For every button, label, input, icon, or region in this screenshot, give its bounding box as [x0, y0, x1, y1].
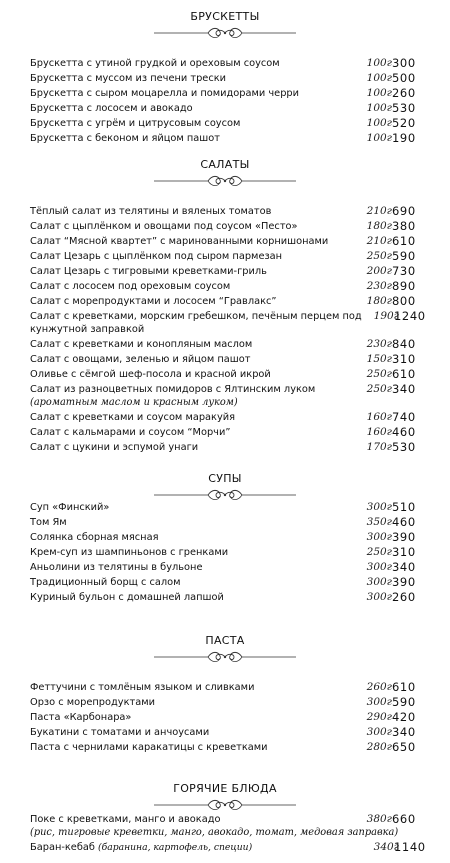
menu-item: [0, 219, 450, 234]
menu-item: [0, 71, 450, 86]
menu-item: [0, 680, 450, 695]
item-weight: 210г: [366, 205, 392, 217]
item-name: Брускетта с лососем и авокадо: [30, 103, 193, 114]
menu-item: [0, 101, 450, 116]
item-name: Салат из разноцветных помидоров с Ялтинским луком: [30, 384, 316, 395]
item-price: 340: [392, 725, 416, 739]
menu-item: [0, 264, 450, 279]
item-note: (ароматным маслом и красным луком): [30, 397, 238, 408]
menu-item-continuation: [0, 323, 450, 336]
item-price: 610: [392, 367, 416, 381]
item-weight: 230г: [366, 338, 392, 350]
item-price: 650: [392, 740, 416, 754]
item-weight: 260г: [366, 681, 392, 693]
menu-item: [0, 382, 450, 397]
item-weight: 300г: [366, 576, 392, 588]
item-weight: 100г: [366, 72, 392, 84]
item-price: 460: [392, 515, 416, 529]
menu-item: [0, 56, 450, 71]
item-name: Салат с кальмарами и соусом “Морчи”: [30, 427, 231, 438]
item-weight: 100г: [366, 87, 392, 99]
section-title: БРУСКЕТТЫ: [190, 10, 260, 23]
item-name: Суп «Финский»: [30, 502, 110, 513]
item-weight: 300г: [366, 726, 392, 738]
menu-item: [0, 515, 450, 530]
menu-item: [0, 352, 450, 367]
item-name-line2: кунжутной заправкой: [30, 324, 145, 335]
item-weight: 100г: [366, 132, 392, 144]
item-name: Салат с креветками и конопляным маслом: [30, 339, 253, 350]
item-weight: 180г: [366, 220, 392, 232]
item-name: Оливье с сёмгой шеф-посола и красной икрой: [30, 369, 271, 380]
item-name: Салат с цыплёнком и овощами под соусом «Песто»: [30, 221, 298, 232]
item-name: Куриный бульон с домашней лапшой: [30, 592, 224, 603]
item-weight: 280г: [366, 741, 392, 753]
item-note: (рис, тигровые креветки, манго, авокадо, томат, медовая заправка): [30, 827, 399, 838]
item-name: Салат Цезарь с цыплёнком под сыром пармезан: [30, 251, 283, 262]
section-header: [0, 10, 450, 40]
section-title: СУПЫ: [208, 472, 242, 485]
divider-ornament-icon: [150, 174, 300, 188]
section-title: ГОРЯЧИЕ БЛЮДА: [173, 782, 277, 795]
item-name: Букатини с томатами и анчоусами: [30, 727, 210, 738]
item-weight: 350г: [366, 516, 392, 528]
item-name: Крем-суп из шампиньонов с гренками: [30, 547, 229, 558]
item-weight: 150г: [366, 353, 392, 365]
item-price: 590: [392, 695, 416, 709]
menu-item: [0, 812, 450, 827]
item-name: Аньолини из телятины в бульоне: [30, 562, 203, 573]
item-price: 420: [392, 710, 416, 724]
menu-item-continuation: [0, 826, 450, 839]
menu-item: [0, 410, 450, 425]
item-price: 1240: [394, 309, 426, 323]
menu-item: [0, 710, 450, 725]
item-price: 740: [392, 410, 416, 424]
item-price: 690: [392, 204, 416, 218]
item-name: Том Ям: [30, 517, 67, 528]
item-price: 190: [392, 131, 416, 145]
item-name: Тёплый салат из телятины и вяленых томатов: [30, 206, 272, 217]
menu-item: [0, 530, 450, 545]
item-weight: 250г: [366, 383, 392, 395]
section-header: [0, 472, 450, 502]
item-weight: 210г: [366, 235, 392, 247]
item-name: Салат с цукини и эспумой унаги: [30, 442, 199, 453]
item-name: Солянка сборная мясная: [30, 532, 159, 543]
menu-item: [0, 279, 450, 294]
menu-item: [0, 590, 450, 605]
item-price: 1140: [394, 840, 426, 854]
menu-item: [0, 294, 450, 309]
section-title: ПАСТА: [205, 634, 245, 647]
item-price: 380: [392, 219, 416, 233]
item-name: Салат “Мясной квартет” с маринованными корнишонами: [30, 236, 329, 247]
section-header: [0, 158, 450, 188]
menu-item: [0, 440, 450, 455]
item-weight: 250г: [366, 368, 392, 380]
item-name: Брускетта с беконом и яйцом пашот: [30, 133, 220, 144]
item-weight: 160г: [366, 426, 392, 438]
menu-item: [0, 116, 450, 131]
item-weight: 200г: [366, 265, 392, 277]
menu-item-continuation: [0, 396, 450, 409]
item-price: 890: [392, 279, 416, 293]
item-price: 610: [392, 234, 416, 248]
item-name: Салат Цезарь с тигровыми креветками-гриль: [30, 266, 267, 277]
item-price: 260: [392, 86, 416, 100]
menu-item: [0, 840, 450, 855]
item-weight: 300г: [366, 696, 392, 708]
item-price: 530: [392, 101, 416, 115]
item-name: Брускетта с угрём и цитрусовым соусом: [30, 118, 241, 129]
item-weight: 300г: [366, 501, 392, 513]
item-name: Брускетта с сыром моцарелла и помидорами черри: [30, 88, 300, 99]
item-name: Салат с лососем под ореховым соусом: [30, 281, 231, 292]
item-price: 300: [392, 56, 416, 70]
item-weight: 300г: [366, 531, 392, 543]
menu-item: [0, 204, 450, 219]
item-price: 730: [392, 264, 416, 278]
menu-item: [0, 560, 450, 575]
item-name: Поке с креветками, манго и авокадо: [30, 814, 221, 825]
section-header: [0, 782, 450, 812]
item-weight: 100г: [366, 57, 392, 69]
item-name: Традиционный борщ с салом: [30, 577, 181, 588]
divider-ornament-icon: [150, 798, 300, 812]
item-price: 510: [392, 500, 416, 514]
item-name: Салат с креветками, морским гребешком, печёным перцем под: [30, 311, 362, 322]
item-name: Салат с креветками и соусом маракуйя: [30, 412, 236, 423]
item-price: 840: [392, 337, 416, 351]
item-note: (баранина, картофель, специи): [98, 842, 253, 853]
item-weight: 300г: [366, 591, 392, 603]
item-name: Салат с овощами, зеленью и яйцом пашот: [30, 354, 251, 365]
item-price: 390: [392, 530, 416, 544]
menu-item: [0, 725, 450, 740]
item-price: 390: [392, 575, 416, 589]
item-price: 310: [392, 545, 416, 559]
menu-item: [0, 425, 450, 440]
menu-item: [0, 234, 450, 249]
item-weight: 100г: [366, 117, 392, 129]
menu-item: [0, 500, 450, 515]
item-weight: 380г: [366, 813, 392, 825]
item-price: 340: [392, 560, 416, 574]
item-name: Брускетта с муссом из печени трески: [30, 73, 227, 84]
item-price: 260: [392, 590, 416, 604]
menu-item: [0, 740, 450, 755]
item-name: Салат с морепродуктами и лососем “Гравлакс”: [30, 296, 277, 307]
item-price: 500: [392, 71, 416, 85]
menu-item: [0, 131, 450, 146]
item-name: Паста «Карбонара»: [30, 712, 132, 723]
item-price: 610: [392, 680, 416, 694]
divider-ornament-icon: [150, 26, 300, 40]
item-name: Орзо с морепродуктами: [30, 697, 155, 708]
item-price: 590: [392, 249, 416, 263]
item-price: 460: [392, 425, 416, 439]
item-price: 800: [392, 294, 416, 308]
item-name: Брускетта с утиной грудкой и ореховым соусом: [30, 58, 280, 69]
item-weight: 190г: [373, 310, 399, 322]
section-header: [0, 634, 450, 664]
item-weight: 160г: [366, 411, 392, 423]
item-weight: 300г: [366, 561, 392, 573]
item-weight: 170г: [366, 441, 392, 453]
menu-item: [0, 309, 450, 324]
menu-item: [0, 575, 450, 590]
menu-item: [0, 695, 450, 710]
item-weight: 250г: [366, 250, 392, 262]
item-weight: 230г: [366, 280, 392, 292]
item-name: Баран-кебаб (баранина, картофель, специи): [30, 842, 253, 853]
menu-item: [0, 337, 450, 352]
menu-item: [0, 545, 450, 560]
item-weight: 290г: [366, 711, 392, 723]
section-title: САЛАТЫ: [200, 158, 250, 171]
divider-ornament-icon: [150, 650, 300, 664]
item-price: 310: [392, 352, 416, 366]
item-weight: 250г: [366, 546, 392, 558]
item-price: 660: [392, 812, 416, 826]
item-price: 340: [392, 382, 416, 396]
menu-item: [0, 249, 450, 264]
item-weight: 100г: [366, 102, 392, 114]
item-price: 520: [392, 116, 416, 130]
item-price: 530: [392, 440, 416, 454]
menu-item: [0, 86, 450, 101]
item-name: Феттучини с томлёным языком и сливками: [30, 682, 255, 693]
item-name: Паста с чернилами каракатицы с креветками: [30, 742, 268, 753]
item-weight: 340г: [373, 841, 399, 853]
item-weight: 180г: [366, 295, 392, 307]
menu-item: [0, 367, 450, 382]
